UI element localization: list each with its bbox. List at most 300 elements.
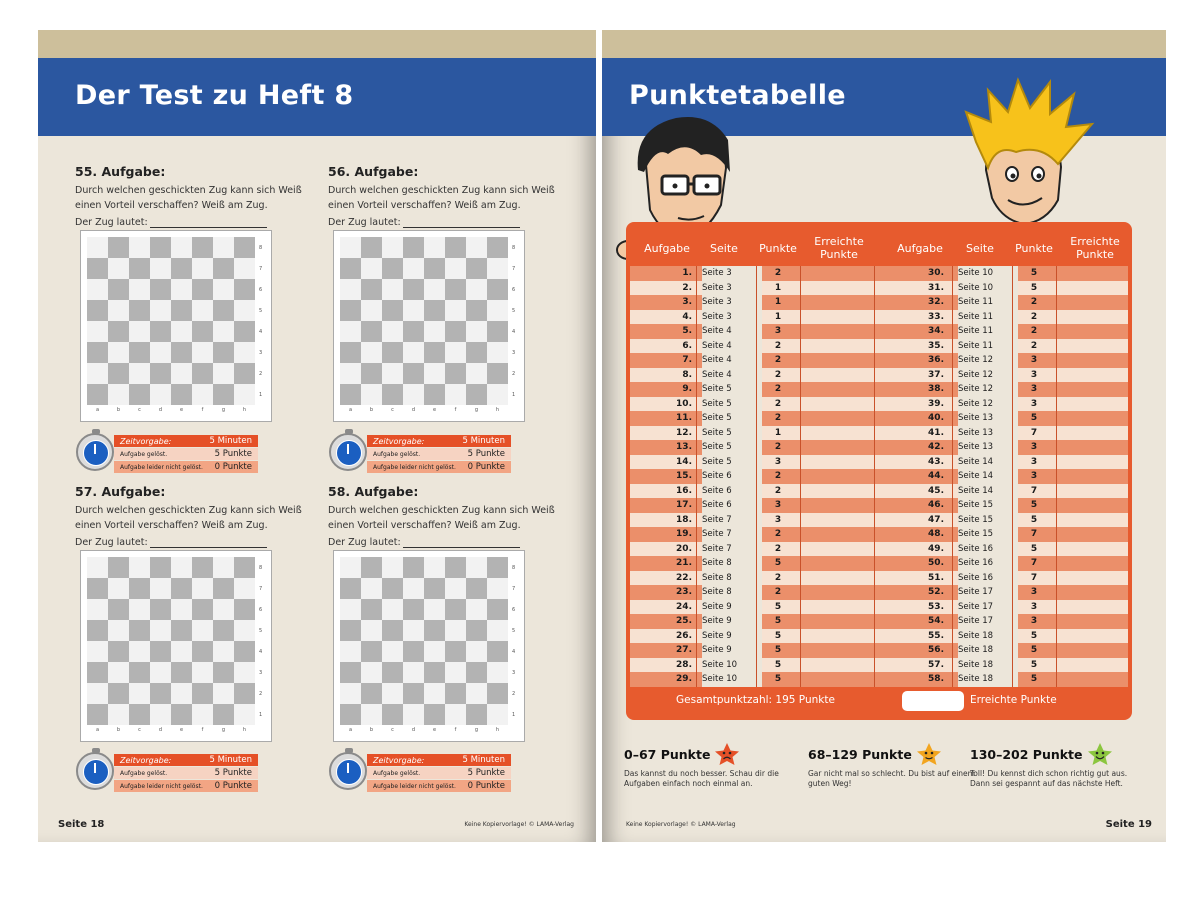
board-square[interactable] bbox=[361, 662, 382, 683]
achieved-points-cell[interactable] bbox=[804, 469, 878, 484]
board-square[interactable] bbox=[150, 662, 171, 683]
board-square[interactable] bbox=[213, 258, 234, 279]
board-square[interactable] bbox=[108, 662, 129, 683]
board-square[interactable] bbox=[171, 363, 192, 384]
board-square[interactable] bbox=[213, 279, 234, 300]
board-square[interactable] bbox=[129, 620, 150, 641]
board-square[interactable] bbox=[340, 704, 361, 725]
board-square[interactable] bbox=[340, 620, 361, 641]
board-square[interactable] bbox=[487, 641, 508, 662]
board-square[interactable] bbox=[361, 300, 382, 321]
board-square[interactable] bbox=[487, 662, 508, 683]
board-square[interactable] bbox=[403, 321, 424, 342]
achieved-points-cell[interactable] bbox=[1060, 484, 1132, 499]
achieved-points-cell[interactable] bbox=[1060, 556, 1132, 571]
board-square[interactable] bbox=[382, 321, 403, 342]
board-square[interactable] bbox=[487, 683, 508, 704]
board-square[interactable] bbox=[487, 258, 508, 279]
board-square[interactable] bbox=[234, 578, 255, 599]
board-square[interactable] bbox=[150, 683, 171, 704]
board-square[interactable] bbox=[192, 578, 213, 599]
board-square[interactable] bbox=[424, 300, 445, 321]
board-square[interactable] bbox=[192, 683, 213, 704]
achieved-points-cell[interactable] bbox=[804, 498, 878, 513]
board-square[interactable] bbox=[340, 237, 361, 258]
board-square[interactable] bbox=[382, 258, 403, 279]
board-square[interactable] bbox=[445, 683, 466, 704]
board-square[interactable] bbox=[382, 662, 403, 683]
achieved-points-cell[interactable] bbox=[804, 266, 878, 281]
board-square[interactable] bbox=[171, 321, 192, 342]
achieved-points-cell[interactable] bbox=[804, 571, 878, 586]
board-square[interactable] bbox=[171, 237, 192, 258]
board-square[interactable] bbox=[192, 258, 213, 279]
board-square[interactable] bbox=[340, 578, 361, 599]
board-square[interactable] bbox=[403, 641, 424, 662]
board-square[interactable] bbox=[466, 599, 487, 620]
board-square[interactable] bbox=[361, 342, 382, 363]
answer-line[interactable] bbox=[328, 537, 560, 548]
board-square[interactable] bbox=[234, 557, 255, 578]
achieved-points-cell[interactable] bbox=[804, 556, 878, 571]
board-square[interactable] bbox=[108, 321, 129, 342]
board-square[interactable] bbox=[213, 384, 234, 405]
board-square[interactable] bbox=[382, 279, 403, 300]
achieved-points-cell[interactable] bbox=[1060, 295, 1132, 310]
board-square[interactable] bbox=[424, 641, 445, 662]
board-square[interactable] bbox=[340, 599, 361, 620]
board-square[interactable] bbox=[108, 342, 129, 363]
board-square[interactable] bbox=[361, 557, 382, 578]
board-square[interactable] bbox=[213, 300, 234, 321]
board-square[interactable] bbox=[340, 662, 361, 683]
board-square[interactable] bbox=[234, 704, 255, 725]
board-square[interactable] bbox=[87, 321, 108, 342]
board-square[interactable] bbox=[150, 557, 171, 578]
board-square[interactable] bbox=[213, 557, 234, 578]
board-square[interactable] bbox=[340, 363, 361, 384]
board-square[interactable] bbox=[466, 683, 487, 704]
board-square[interactable] bbox=[192, 662, 213, 683]
board-square[interactable] bbox=[340, 342, 361, 363]
board-square[interactable] bbox=[192, 300, 213, 321]
board-square[interactable] bbox=[129, 321, 150, 342]
board-square[interactable] bbox=[87, 363, 108, 384]
board-square[interactable] bbox=[150, 300, 171, 321]
board-square[interactable] bbox=[466, 641, 487, 662]
achieved-points-cell[interactable] bbox=[1060, 498, 1132, 513]
board-square[interactable] bbox=[192, 237, 213, 258]
achieved-points-cell[interactable] bbox=[1060, 658, 1132, 673]
board-square[interactable] bbox=[87, 384, 108, 405]
board-square[interactable] bbox=[424, 620, 445, 641]
board-square[interactable] bbox=[108, 683, 129, 704]
board-square[interactable] bbox=[87, 300, 108, 321]
board-square[interactable] bbox=[171, 704, 192, 725]
board-square[interactable] bbox=[445, 599, 466, 620]
board-square[interactable] bbox=[487, 620, 508, 641]
board-square[interactable] bbox=[234, 683, 255, 704]
board-square[interactable] bbox=[129, 237, 150, 258]
board-square[interactable] bbox=[424, 279, 445, 300]
achieved-points-cell[interactable] bbox=[1060, 513, 1132, 528]
board-square[interactable] bbox=[487, 557, 508, 578]
board-square[interactable] bbox=[445, 321, 466, 342]
achieved-points-cell[interactable] bbox=[1060, 469, 1132, 484]
board-square[interactable] bbox=[150, 384, 171, 405]
board-square[interactable] bbox=[234, 237, 255, 258]
board-square[interactable] bbox=[234, 599, 255, 620]
board-square[interactable] bbox=[445, 279, 466, 300]
board-square[interactable] bbox=[234, 258, 255, 279]
achieved-points-cell[interactable] bbox=[1060, 281, 1132, 296]
board-square[interactable] bbox=[487, 599, 508, 620]
board-square[interactable] bbox=[424, 683, 445, 704]
board-square[interactable] bbox=[361, 258, 382, 279]
achieved-points-cell[interactable] bbox=[804, 513, 878, 528]
board-square[interactable] bbox=[108, 237, 129, 258]
board-square[interactable] bbox=[361, 384, 382, 405]
achieved-points-cell[interactable] bbox=[804, 368, 878, 383]
achieved-points-cell[interactable] bbox=[804, 440, 878, 455]
board-square[interactable] bbox=[403, 363, 424, 384]
board-square[interactable] bbox=[466, 258, 487, 279]
board-square[interactable] bbox=[129, 641, 150, 662]
board-square[interactable] bbox=[129, 662, 150, 683]
board-square[interactable] bbox=[340, 279, 361, 300]
board-square[interactable] bbox=[403, 279, 424, 300]
board-square[interactable] bbox=[382, 237, 403, 258]
achieved-points-cell[interactable] bbox=[804, 614, 878, 629]
board-square[interactable] bbox=[150, 704, 171, 725]
board-square[interactable] bbox=[382, 620, 403, 641]
answer-line[interactable] bbox=[75, 537, 307, 548]
board-square[interactable] bbox=[382, 342, 403, 363]
board-square[interactable] bbox=[87, 578, 108, 599]
board-square[interactable] bbox=[466, 321, 487, 342]
board-square[interactable] bbox=[340, 683, 361, 704]
board-square[interactable] bbox=[150, 599, 171, 620]
board-square[interactable] bbox=[403, 599, 424, 620]
achieved-points-cell[interactable] bbox=[1060, 266, 1132, 281]
board-square[interactable] bbox=[340, 557, 361, 578]
board-square[interactable] bbox=[466, 384, 487, 405]
board-square[interactable] bbox=[445, 363, 466, 384]
board-square[interactable] bbox=[403, 662, 424, 683]
board-square[interactable] bbox=[424, 237, 445, 258]
board-square[interactable] bbox=[424, 258, 445, 279]
board-square[interactable] bbox=[382, 704, 403, 725]
achieved-points-cell[interactable] bbox=[1060, 382, 1132, 397]
achieved-points-cell[interactable] bbox=[1060, 600, 1132, 615]
board-square[interactable] bbox=[361, 704, 382, 725]
board-square[interactable] bbox=[213, 599, 234, 620]
board-square[interactable] bbox=[87, 620, 108, 641]
board-square[interactable] bbox=[361, 683, 382, 704]
board-square[interactable] bbox=[171, 279, 192, 300]
board-square[interactable] bbox=[171, 578, 192, 599]
achieved-points-cell[interactable] bbox=[804, 672, 878, 687]
board-square[interactable] bbox=[234, 620, 255, 641]
board-square[interactable] bbox=[129, 557, 150, 578]
board-square[interactable] bbox=[129, 363, 150, 384]
board-square[interactable] bbox=[108, 704, 129, 725]
achieved-points-cell[interactable] bbox=[804, 585, 878, 600]
board-square[interactable] bbox=[466, 662, 487, 683]
board-square[interactable] bbox=[87, 237, 108, 258]
board-square[interactable] bbox=[87, 641, 108, 662]
board-square[interactable] bbox=[340, 641, 361, 662]
achieved-points-cell[interactable] bbox=[1060, 353, 1132, 368]
board-square[interactable] bbox=[213, 342, 234, 363]
board-square[interactable] bbox=[382, 599, 403, 620]
board-square[interactable] bbox=[466, 704, 487, 725]
board-square[interactable] bbox=[213, 704, 234, 725]
board-square[interactable] bbox=[213, 578, 234, 599]
board-square[interactable] bbox=[466, 300, 487, 321]
board-square[interactable] bbox=[108, 384, 129, 405]
board-square[interactable] bbox=[213, 321, 234, 342]
board-square[interactable] bbox=[192, 321, 213, 342]
board-square[interactable] bbox=[129, 300, 150, 321]
achieved-points-cell[interactable] bbox=[804, 527, 878, 542]
achieved-points-cell[interactable] bbox=[804, 426, 878, 441]
board-square[interactable] bbox=[192, 557, 213, 578]
board-square[interactable] bbox=[87, 279, 108, 300]
board-square[interactable] bbox=[382, 683, 403, 704]
board-square[interactable] bbox=[150, 578, 171, 599]
board-square[interactable] bbox=[129, 258, 150, 279]
achieved-points-cell[interactable] bbox=[1060, 455, 1132, 470]
board-square[interactable] bbox=[129, 704, 150, 725]
board-square[interactable] bbox=[382, 578, 403, 599]
board-square[interactable] bbox=[150, 237, 171, 258]
achieved-points-cell[interactable] bbox=[804, 484, 878, 499]
board-square[interactable] bbox=[445, 384, 466, 405]
board-square[interactable] bbox=[234, 384, 255, 405]
achieved-points-cell[interactable] bbox=[1060, 672, 1132, 687]
board-square[interactable] bbox=[108, 620, 129, 641]
board-square[interactable] bbox=[87, 342, 108, 363]
board-square[interactable] bbox=[129, 342, 150, 363]
board-square[interactable] bbox=[213, 662, 234, 683]
board-square[interactable] bbox=[150, 641, 171, 662]
board-square[interactable] bbox=[171, 683, 192, 704]
board-square[interactable] bbox=[108, 557, 129, 578]
board-square[interactable] bbox=[445, 620, 466, 641]
answer-line[interactable] bbox=[75, 217, 307, 228]
board-square[interactable] bbox=[403, 683, 424, 704]
achieved-points-cell[interactable] bbox=[1060, 585, 1132, 600]
board-square[interactable] bbox=[129, 599, 150, 620]
board-square[interactable] bbox=[213, 363, 234, 384]
board-square[interactable] bbox=[466, 557, 487, 578]
board-square[interactable] bbox=[382, 363, 403, 384]
board-square[interactable] bbox=[87, 662, 108, 683]
board-square[interactable] bbox=[403, 578, 424, 599]
board-square[interactable] bbox=[171, 342, 192, 363]
board-square[interactable] bbox=[445, 641, 466, 662]
board-square[interactable] bbox=[192, 363, 213, 384]
board-square[interactable] bbox=[171, 599, 192, 620]
board-square[interactable] bbox=[129, 683, 150, 704]
board-square[interactable] bbox=[108, 258, 129, 279]
board-square[interactable] bbox=[108, 363, 129, 384]
achieved-points-cell[interactable] bbox=[804, 397, 878, 412]
board-square[interactable] bbox=[150, 342, 171, 363]
achieved-points-cell[interactable] bbox=[804, 643, 878, 658]
board-square[interactable] bbox=[87, 683, 108, 704]
achieved-points-cell[interactable] bbox=[1060, 426, 1132, 441]
achieved-points-cell[interactable] bbox=[804, 629, 878, 644]
board-square[interactable] bbox=[424, 578, 445, 599]
board-square[interactable] bbox=[87, 704, 108, 725]
board-square[interactable] bbox=[382, 641, 403, 662]
board-square[interactable] bbox=[87, 258, 108, 279]
achieved-points-cell[interactable] bbox=[1060, 571, 1132, 586]
board-square[interactable] bbox=[361, 321, 382, 342]
board-square[interactable] bbox=[171, 662, 192, 683]
achieved-points-cell[interactable] bbox=[1060, 629, 1132, 644]
board-square[interactable] bbox=[234, 662, 255, 683]
board-square[interactable] bbox=[129, 578, 150, 599]
board-square[interactable] bbox=[361, 237, 382, 258]
achieved-points-cell[interactable] bbox=[804, 295, 878, 310]
board-square[interactable] bbox=[445, 300, 466, 321]
board-square[interactable] bbox=[466, 342, 487, 363]
board-square[interactable] bbox=[361, 363, 382, 384]
board-square[interactable] bbox=[445, 258, 466, 279]
board-square[interactable] bbox=[466, 279, 487, 300]
board-square[interactable] bbox=[192, 279, 213, 300]
board-square[interactable] bbox=[403, 704, 424, 725]
achieved-points-cell[interactable] bbox=[1060, 527, 1132, 542]
board-square[interactable] bbox=[424, 557, 445, 578]
board-square[interactable] bbox=[108, 279, 129, 300]
board-square[interactable] bbox=[403, 384, 424, 405]
board-square[interactable] bbox=[129, 384, 150, 405]
board-square[interactable] bbox=[424, 363, 445, 384]
board-square[interactable] bbox=[234, 363, 255, 384]
achieved-points-cell[interactable] bbox=[1060, 614, 1132, 629]
board-square[interactable] bbox=[445, 578, 466, 599]
board-square[interactable] bbox=[340, 384, 361, 405]
board-square[interactable] bbox=[445, 662, 466, 683]
board-square[interactable] bbox=[445, 704, 466, 725]
achieved-points-cell[interactable] bbox=[1060, 310, 1132, 325]
board-square[interactable] bbox=[361, 641, 382, 662]
board-square[interactable] bbox=[403, 557, 424, 578]
board-square[interactable] bbox=[192, 704, 213, 725]
achieved-points-cell[interactable] bbox=[804, 324, 878, 339]
board-square[interactable] bbox=[108, 300, 129, 321]
board-square[interactable] bbox=[171, 300, 192, 321]
board-square[interactable] bbox=[150, 321, 171, 342]
board-square[interactable] bbox=[403, 237, 424, 258]
board-square[interactable] bbox=[382, 557, 403, 578]
board-square[interactable] bbox=[487, 578, 508, 599]
board-square[interactable] bbox=[213, 620, 234, 641]
board-square[interactable] bbox=[466, 363, 487, 384]
board-square[interactable] bbox=[382, 300, 403, 321]
board-square[interactable] bbox=[213, 641, 234, 662]
board-square[interactable] bbox=[445, 342, 466, 363]
achieved-points-cell[interactable] bbox=[1060, 411, 1132, 426]
board-square[interactable] bbox=[445, 237, 466, 258]
answer-line[interactable] bbox=[328, 217, 560, 228]
board-square[interactable] bbox=[87, 599, 108, 620]
board-square[interactable] bbox=[234, 342, 255, 363]
board-square[interactable] bbox=[466, 620, 487, 641]
board-square[interactable] bbox=[466, 237, 487, 258]
board-square[interactable] bbox=[234, 279, 255, 300]
board-square[interactable] bbox=[171, 384, 192, 405]
board-square[interactable] bbox=[171, 641, 192, 662]
board-square[interactable] bbox=[445, 557, 466, 578]
board-square[interactable] bbox=[361, 578, 382, 599]
achieved-points-cell[interactable] bbox=[804, 658, 878, 673]
board-square[interactable] bbox=[424, 662, 445, 683]
achieved-points-cell[interactable] bbox=[804, 542, 878, 557]
board-square[interactable] bbox=[192, 342, 213, 363]
board-square[interactable] bbox=[403, 258, 424, 279]
board-square[interactable] bbox=[150, 258, 171, 279]
board-square[interactable] bbox=[487, 363, 508, 384]
achieved-points-cell[interactable] bbox=[804, 339, 878, 354]
board-square[interactable] bbox=[487, 704, 508, 725]
board-square[interactable] bbox=[192, 384, 213, 405]
board-square[interactable] bbox=[108, 641, 129, 662]
board-square[interactable] bbox=[150, 620, 171, 641]
achieved-points-cell[interactable] bbox=[804, 600, 878, 615]
board-square[interactable] bbox=[150, 363, 171, 384]
board-square[interactable] bbox=[424, 384, 445, 405]
achieved-points-cell[interactable] bbox=[1060, 397, 1132, 412]
board-square[interactable] bbox=[403, 342, 424, 363]
achieved-points-cell[interactable] bbox=[804, 281, 878, 296]
board-square[interactable] bbox=[192, 641, 213, 662]
achieved-points-cell[interactable] bbox=[804, 411, 878, 426]
board-square[interactable] bbox=[424, 704, 445, 725]
board-square[interactable] bbox=[340, 300, 361, 321]
board-square[interactable] bbox=[361, 620, 382, 641]
achieved-points-cell[interactable] bbox=[1060, 339, 1132, 354]
achieved-points-cell[interactable] bbox=[804, 353, 878, 368]
achieved-points-cell[interactable] bbox=[1060, 542, 1132, 557]
achieved-points-cell[interactable] bbox=[804, 455, 878, 470]
achieved-points-cell[interactable] bbox=[804, 310, 878, 325]
achieved-points-input[interactable] bbox=[902, 691, 964, 711]
board-square[interactable] bbox=[487, 342, 508, 363]
board-square[interactable] bbox=[192, 620, 213, 641]
board-square[interactable] bbox=[361, 279, 382, 300]
board-square[interactable] bbox=[403, 620, 424, 641]
board-square[interactable] bbox=[487, 300, 508, 321]
board-square[interactable] bbox=[487, 237, 508, 258]
board-square[interactable] bbox=[234, 321, 255, 342]
board-square[interactable] bbox=[487, 384, 508, 405]
board-square[interactable] bbox=[87, 557, 108, 578]
board-square[interactable] bbox=[108, 599, 129, 620]
achieved-points-cell[interactable] bbox=[1060, 440, 1132, 455]
board-square[interactable] bbox=[129, 279, 150, 300]
achieved-points-cell[interactable] bbox=[1060, 368, 1132, 383]
board-square[interactable] bbox=[213, 683, 234, 704]
board-square[interactable] bbox=[403, 300, 424, 321]
board-square[interactable] bbox=[192, 599, 213, 620]
board-square[interactable] bbox=[382, 384, 403, 405]
achieved-points-cell[interactable] bbox=[804, 382, 878, 397]
